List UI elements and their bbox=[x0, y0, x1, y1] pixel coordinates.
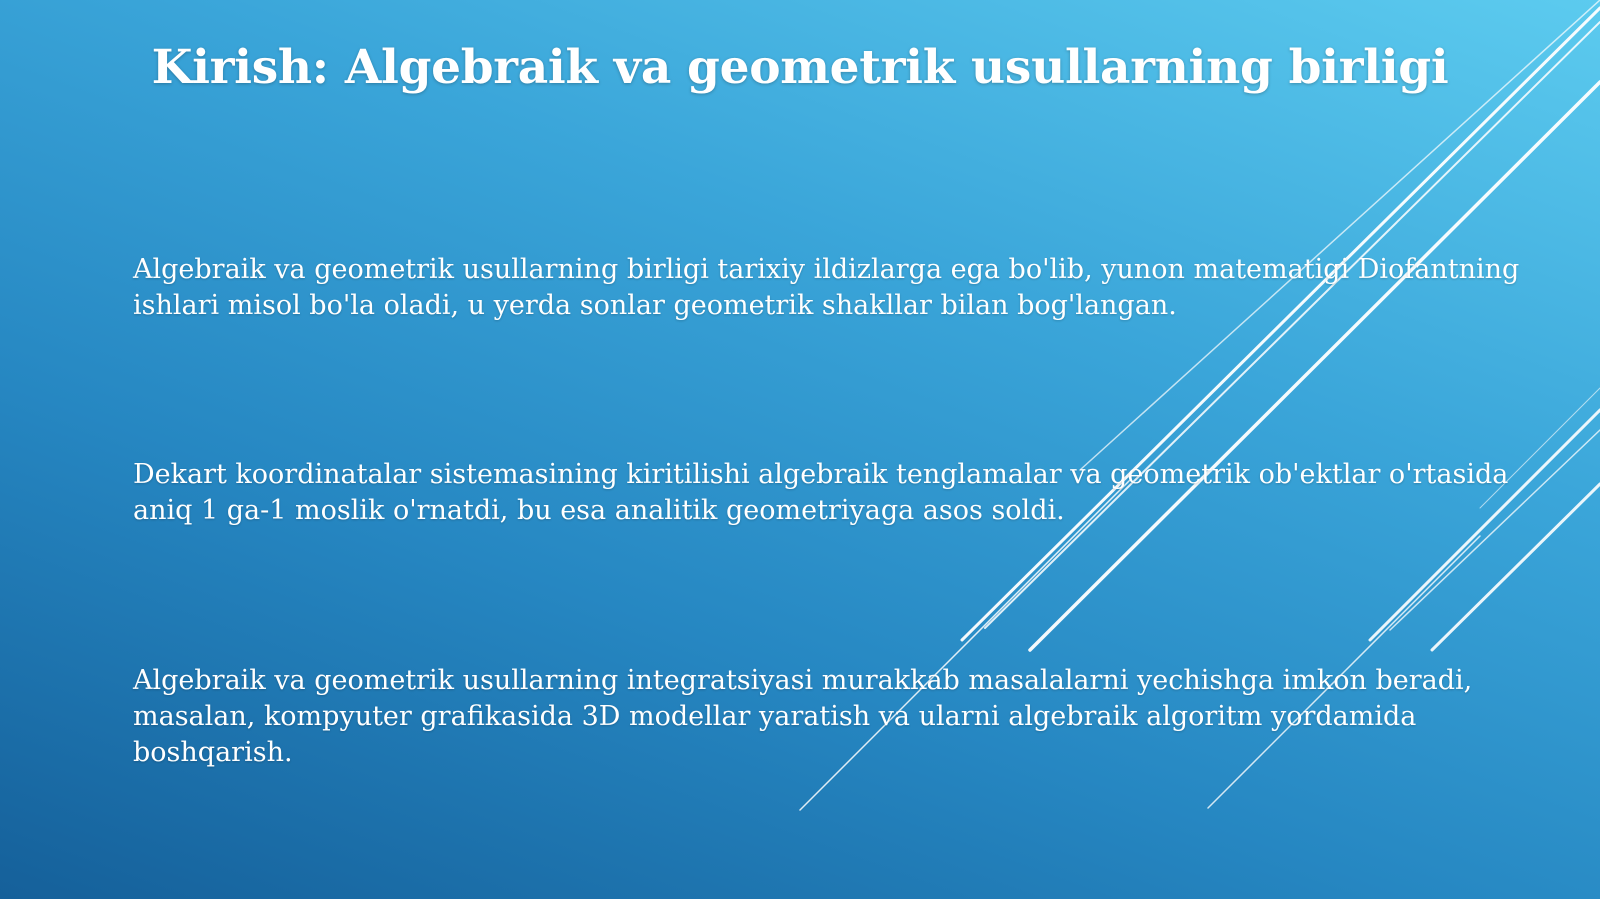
diagonal-line bbox=[1030, 82, 1600, 650]
paragraph-integration: Algebraik va geometrik usullarning integratsiyasi murakkab masalalarni yechishga imkon beradi, masalan, kompyuter grafikasida 3D modellar yaratish va ularni algebraik algoritm yordamida boshqarish. bbox=[133, 665, 1473, 768]
paragraph-historical-roots: Algebraik va geometrik usullarning birligi tarixiy ildizlarga ega bo'lib, yunon matematigi Diofantning ishlari misol bo'la oladi, u yerda sonlar geometrik shakllar bilan bog'langan. bbox=[133, 254, 1520, 321]
paragraph-cartesian-coordinates: Dekart koordinatalar sistemasining kiritilishi algebraik tenglamalar va geometrik ob'ektlar o'rtasida aniq 1 ga-1 moslik o'rnatdi, bu esa analitik geometriyaga asos soldi. bbox=[133, 459, 1509, 526]
diagonal-line bbox=[962, 8, 1600, 640]
diagonal-line bbox=[985, 22, 1600, 628]
slide-title: Kirish: Algebraik va geometrik usullarning birligi bbox=[151, 40, 1449, 95]
